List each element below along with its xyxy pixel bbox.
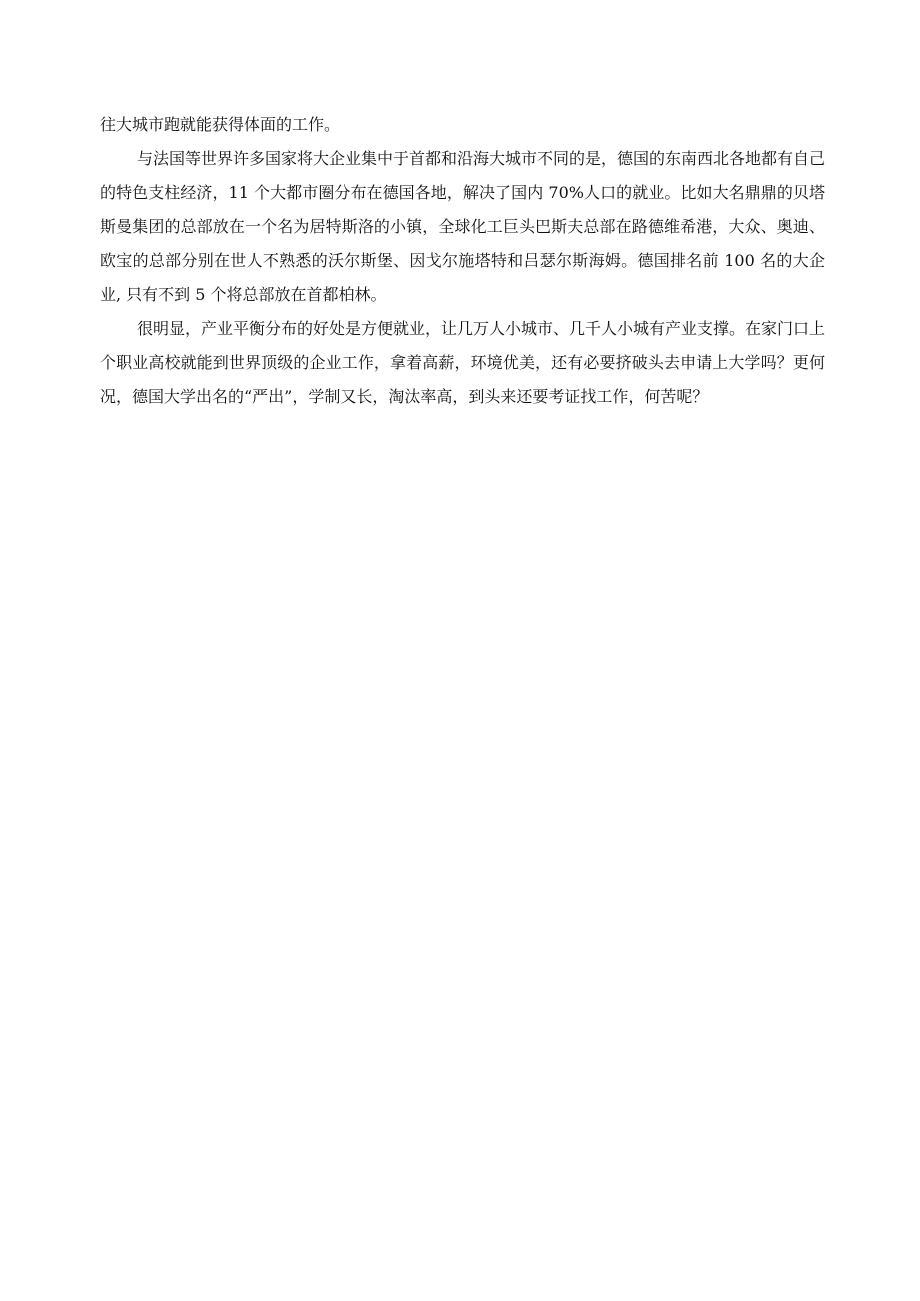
paragraph-2: 与法国等世界许多国家将大企业集中于首都和沿海大城市不同的是，德国的东南西北各地都有自己的特色支柱经济，11 个大都市圈分布在德国各地，解决了国内 70%人口的就业。比如大名鼎鼎的贝塔斯曼集团的总部放在一个名为居特斯洛的小镇，全球化工巨头巴斯夫总部在路德维希港，大众、奥迪、欧宝的总部分别在世人不熟悉的沃尔斯堡、因戈尔施塔特和吕瑟尔斯海姆。德国排名前 100 名的大企业, 只有不到 5 个将总部放在首都柏林。 xyxy=(100,149,826,304)
paragraph-1: 往大城市跑就能获得体面的工作。 xyxy=(100,115,341,134)
body-text xyxy=(100,108,825,414)
paragraph-3: 很明显，产业平衡分布的好处是方便就业，让几万人小城市、几千人小城有产业支撑。在家门口上个职业高校就能到世界顶级的企业工作，拿着高薪，环境优美，还有必要挤破头去申请上大学吗？更何况，德国大学出名的“严出”，学制又长，淘汰率高，到头来还要考证找工作，何苦呢？ xyxy=(100,319,826,406)
